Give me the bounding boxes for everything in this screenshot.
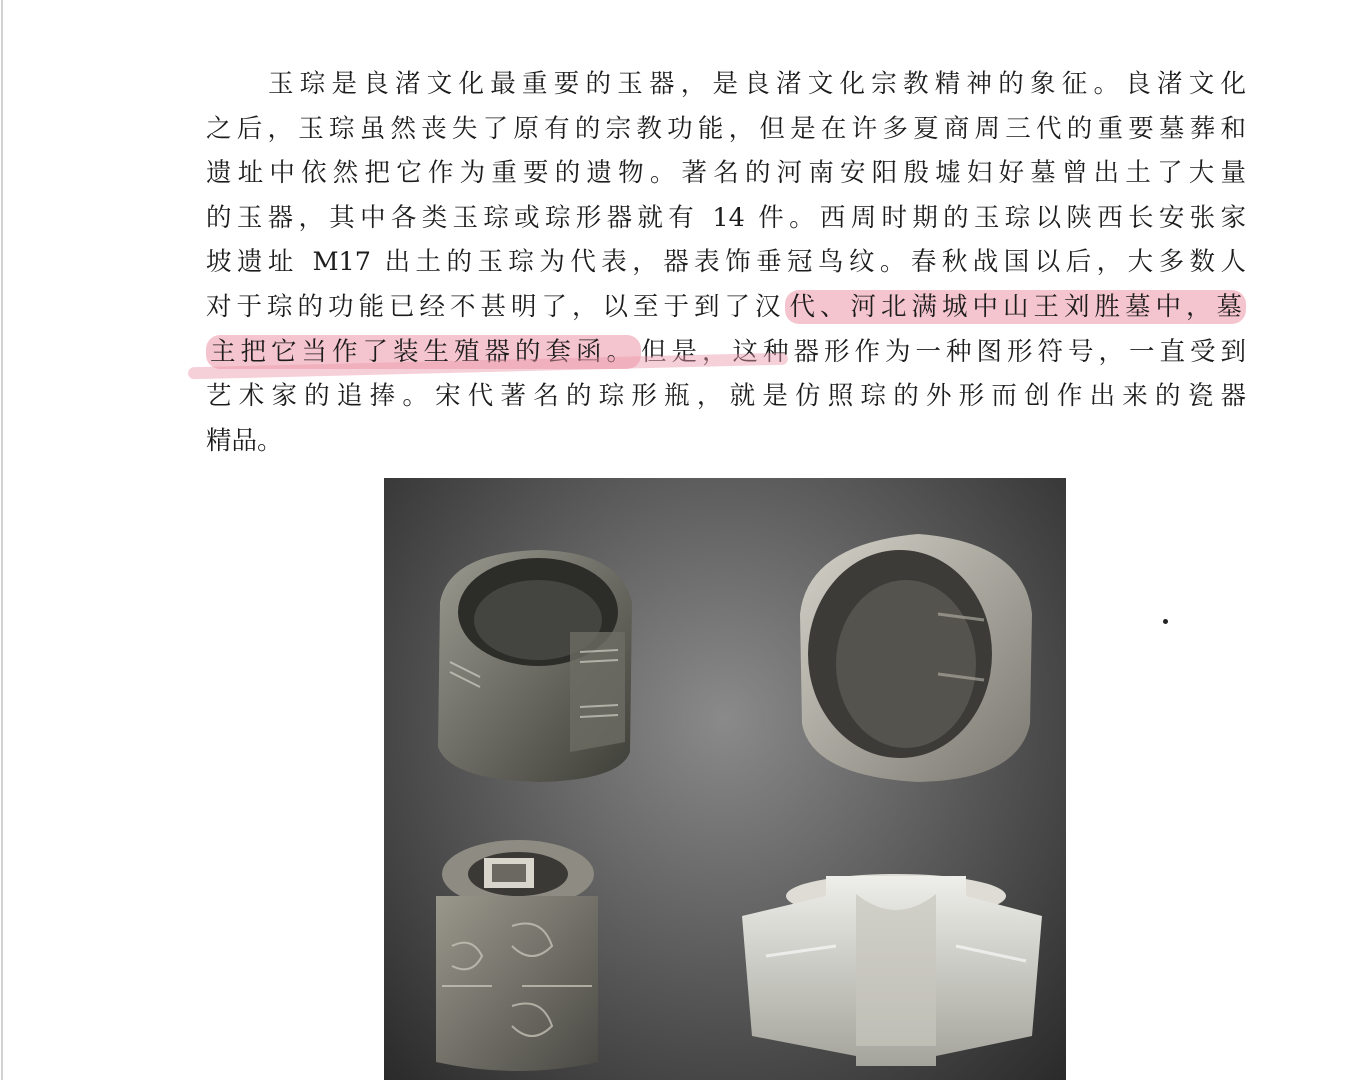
text-line-highlighted [206,285,1246,330]
plain-text: 对于琮的功能已经不甚明了，以至于到了汉 [206,291,786,322]
ink-dot [1163,619,1168,624]
body-paragraph [206,62,1246,463]
text-line: 玉琮是良渚文化最重要的玉器，是良渚文化宗教精神的象征。良渚文化 [268,69,1246,99]
text-line: 坡遗址 M17 出土的玉琮为代表，器表饰垂冠鸟纹。春秋战国以后，大多数人 [206,247,1246,278]
jade-cong-square-carved [422,836,604,1080]
jade-cong-ring-plain [788,524,1040,786]
jade-cong-photo [384,478,1066,1080]
text-line: 之后，玉琮虽然丧失了原有的宗教功能，但是在许多夏商周三代的重要墓葬和 [206,113,1246,144]
highlighted-text: 主把它当作了装生殖器的套函。 [206,335,641,369]
text-line-highlighted [206,330,1246,375]
text-line: 艺术家的追捧。宋代著名的琮形瓶，就是仿照琮的外形而创作出来的瓷器 [206,381,1246,412]
text-line: 精品。 [206,425,283,456]
text-line: 的玉器，其中各类玉琮或琮形器就有 14 件。西周时期的玉琮以陕西长安张家 [206,202,1246,233]
highlighted-text: 代、河北满城中山王刘胜墓中，墓 [785,290,1246,324]
plain-text: 但是，这种器形作为一种图形符号，一直受到 [641,336,1246,367]
jade-cong-ring-carved [420,542,646,786]
page-edge-rule [1,0,3,1080]
jade-cong-pale-squat [736,866,1048,1066]
text-line: 遗址中依然把它作为重要的遗物。著名的河南安阳殷墟妇好墓曾出土了大量 [206,158,1246,189]
